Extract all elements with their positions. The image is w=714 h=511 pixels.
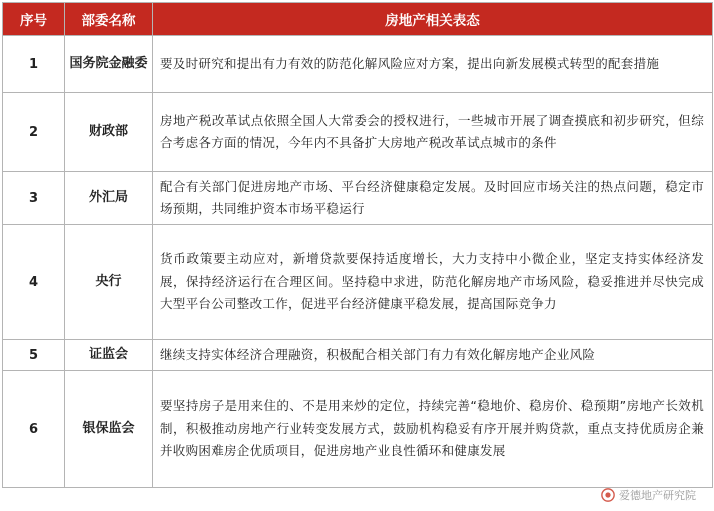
department-name: 财政部: [65, 93, 153, 172]
table-row: [3, 340, 713, 371]
table-row: [3, 371, 713, 488]
row-index: 5: [3, 340, 65, 371]
department-name: 国务院金融委: [65, 36, 153, 93]
table-row: [3, 36, 713, 93]
row-index: 2: [3, 93, 65, 172]
row-index: 6: [3, 371, 65, 488]
department-name: 外汇局: [65, 172, 153, 225]
watermark: [601, 487, 696, 503]
header-department: 部委名称: [65, 3, 153, 36]
table-body: [3, 36, 713, 488]
brand-logo-icon: [601, 488, 615, 502]
header-row: [3, 3, 713, 36]
stance-text: 货币政策要主动应对，新增贷款要保持适度增长，大力支持中小微企业，坚定支持实体经济发展，保持经济运行在合理区间。坚持稳中求进，防范化解房地产市场风险，稳妥推进并尽快完成大型平台公司整改工作，促进平台经济健康平稳发展，提高国际竞争力: [153, 225, 713, 340]
header-stance: 房地产相关表态: [153, 3, 713, 36]
table-row: [3, 225, 713, 340]
stance-text: 继续支持实体经济合理融资，积极配合相关部门有力有效化解房地产企业风险: [153, 340, 713, 371]
table-row: [3, 93, 713, 172]
department-name: 证监会: [65, 340, 153, 371]
watermark-text: 爱德地产研究院: [619, 489, 696, 502]
stance-text: 要及时研究和提出有力有效的防范化解风险应对方案，提出向新发展模式转型的配套措施: [153, 36, 713, 93]
stance-text: 房地产税改革试点依照全国人大常委会的授权进行，一些城市开展了调查摸底和初步研究，但综合考虑各方面的情况，今年内不具备扩大房地产税改革试点城市的条件: [153, 93, 713, 172]
row-index: 3: [3, 172, 65, 225]
policy-table: [2, 2, 713, 488]
header-index: 序号: [3, 3, 65, 36]
table-header: [3, 3, 713, 36]
row-index: 4: [3, 225, 65, 340]
row-index: 1: [3, 36, 65, 93]
department-name: 央行: [65, 225, 153, 340]
department-name: 银保监会: [65, 371, 153, 488]
stance-text: 要坚持房子是用来住的、不是用来炒的定位，持续完善“稳地价、稳房价、稳预期”房地产长效机制，积极推动房地产行业转变发展方式，鼓励机构稳妥有序开展并购贷款，重点支持优质房企兼并收购困难房企优质项目，促进房地产业良性循环和健康发展: [153, 371, 713, 488]
table-row: [3, 172, 713, 225]
stance-text: 配合有关部门促进房地产市场、平台经济健康稳定发展。及时回应市场关注的热点问题，稳定市场预期，共同维护资本市场平稳运行: [153, 172, 713, 225]
